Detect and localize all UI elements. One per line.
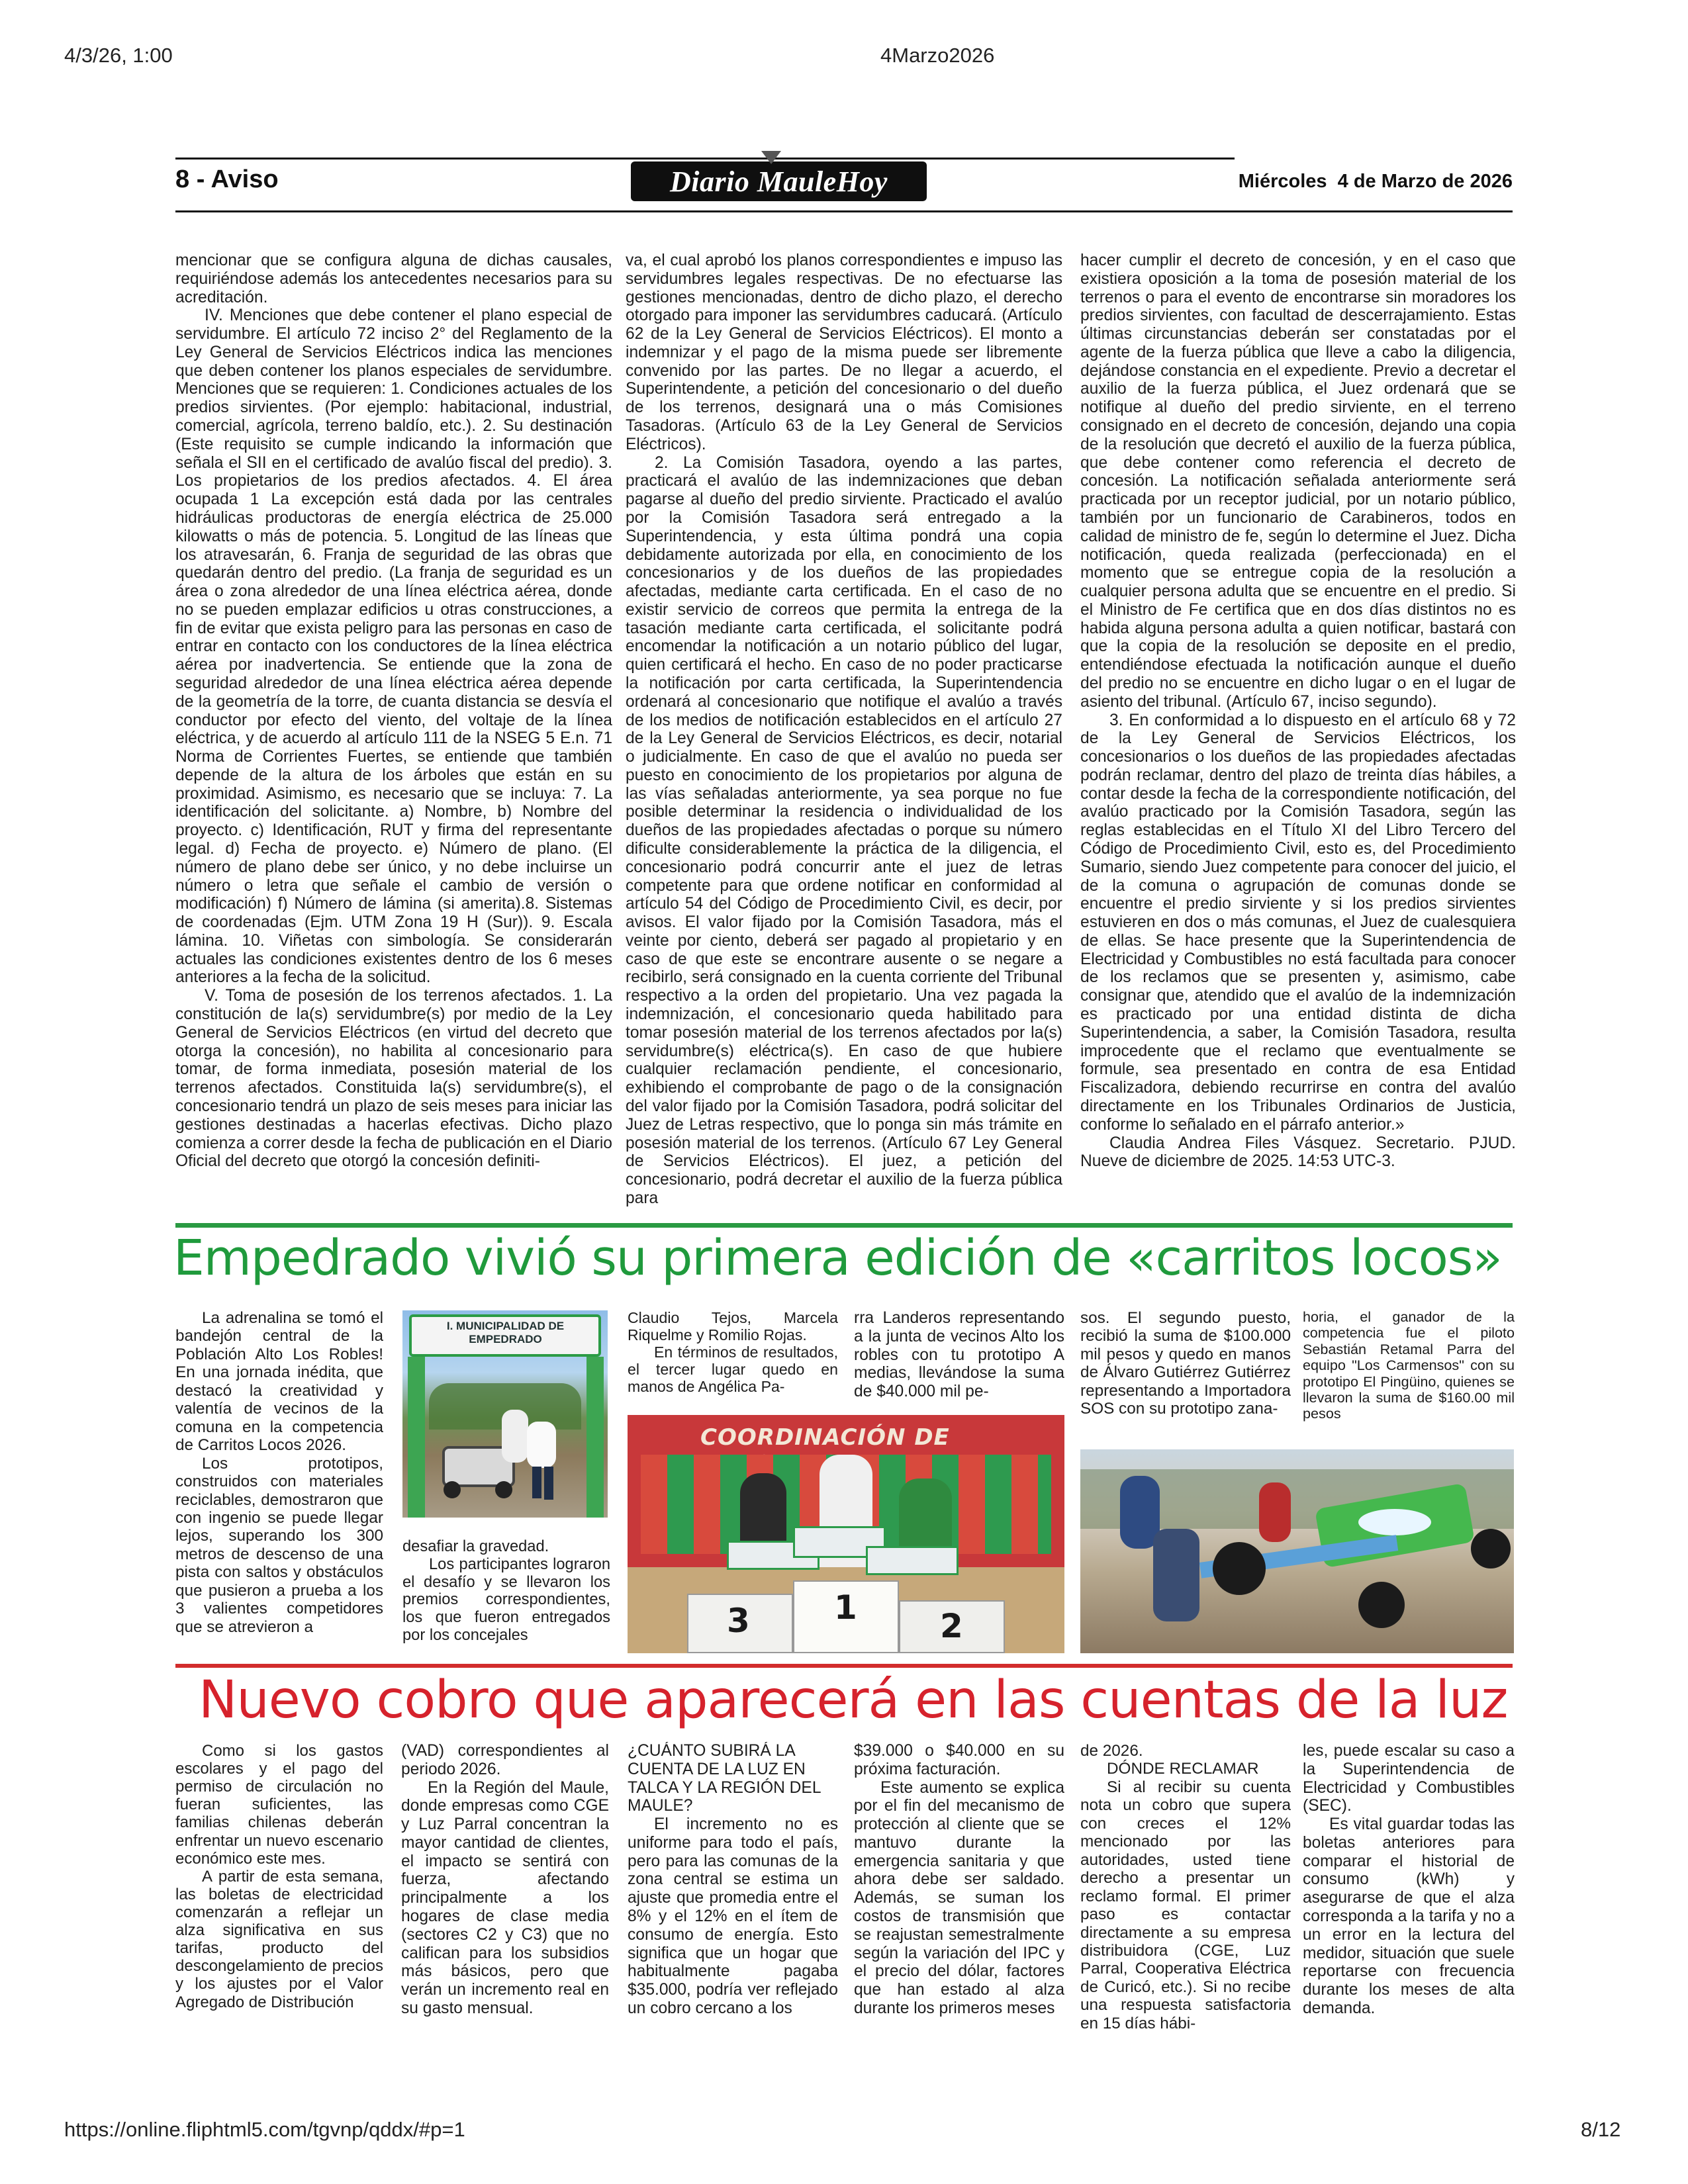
carritos-column-1 (175, 1309, 383, 1653)
print-doc-title: 4Marzo2026 (880, 44, 995, 67)
section-divider-red (175, 1664, 1513, 1668)
luz-paragraph: Si al recibir su cuenta nota un cobro que supera con creces el 12% mencionado por las autoridades, usted tiene derecho a presentar un reclamo formal. El primer paso es contactar directamente a su empresa distribuidora (CGE, Luz Parral, Cooperativa Eléctrica de Curicó, etc.). Si no recibe una respuesta satisfactoria en 15 días hábi- (1080, 1778, 1291, 2032)
carritos-paragraph: desafiar la gravedad. (402, 1538, 549, 1555)
masthead-top-rule (175, 158, 1235, 159)
print-page-counter: 8/12 (1581, 2118, 1621, 2141)
luz-paragraph: (VAD) correspondientes al periodo 2026. (401, 1742, 609, 1778)
luz-paragraph: Como si los gastos escolares y el pago del permiso de circulación no fueran suficientes, las familias chilenas deberán enfrentar un nuevo escenario económico este mes. (175, 1742, 383, 1868)
aviso-signature: Claudia Andrea Files Vásquez. Secretario. PJUD. Nueve de diciembre de 2025. 14:53 UTC-3. (1080, 1134, 1516, 1171)
aviso-column-3 (1080, 251, 1516, 1214)
luz-paragraph: El incremento no es uniforme para todo el país, pero para las comunas de la zona central se estima un ajuste que promedia entre el 8% y el 12% en el ítem de consumo de energía. Esto significa que un hogar que habitualmente pagaba $35.000, podría ver reflejado un cobro cercano a los (628, 1815, 838, 2017)
aviso-paragraph: mencionar que se configura alguna de dichas causales, requiriéndose además los antecedentes necesarios para su acreditación. (175, 251, 612, 306)
carritos-paragraph: horia, el ganador de la competencia fue el piloto Sebastián Retamal Parra del equipo "Los Carmensos" con su prototipo El Pingüino, quienes se llevaron la suma de $160.00 mil pesos (1303, 1309, 1515, 1422)
luz-column-5 (1080, 1742, 1291, 2033)
luz-subheading: ¿CUÁNTO SUBIRÁ LA CUENTA DE LA LUZ EN TALCA Y LA REGIÓN DEL MAULE? (628, 1742, 821, 1815)
aviso-column-1 (175, 251, 612, 1214)
luz-paragraph: $39.000 o $40.000 en su próxima facturación. (854, 1742, 1064, 1778)
carritos-paragraph: En términos de resultados, el tercer lugar quedo en manos de Angélica Pa- (628, 1343, 838, 1396)
podium-second-number: 2 (940, 1607, 963, 1645)
aviso-column-2 (626, 251, 1062, 1214)
carritos-paragraph: rra Landeros representando a la junta de vecinos Alto los robles con tu prototipo A medias, llevándose la suma de $40.000 mil pe- (854, 1309, 1064, 1401)
carritos-headline: Empedrado vivió su primera edición de «carritos locos» (173, 1230, 1502, 1287)
aviso-paragraph: 3. En conformidad a lo dispuesto en el artículo 68 y 72 de la Ley General de Servicios Eléctricos, los concesionarios o los dueños de las propiedades afectadas podrán reclamar, dentro del plazo de treinta días hábiles, a contar desde la fecha de la correspondiente notificación, del avalúo practicado por la Comisión Tasadora, según las reglas establecidas en el Título XI del Libro Tercero del Código de Procedimiento Civil, esto es, del Procedimiento Sumario, siendo Juez competente para conocer del juicio, el de la comuna o agrupación de comunas donde se encuentre el predio sirviente y si los predios sirvientes estuvieren en dos o más comunas, el Juez de cualesquiera de ellas. Se hace presente que la Superintendencia de Electricidad y Combustibles no está facultada para conocer de los reclamos que se presenten y, asimismo, cabe consignar que, atendido que el avalúo de la indemnización es practicado por una entidad distinta de dicha Superintendencia, a saber, la Comisión Tasadora, resulta improcedente que el reclamo que eventualmente se formule, sea presentado en contra de esa Entidad Fiscalizadora, debiendo recurrirse en contra del avalúo directamente en los Tribunales Ordinarios de Justicia, conforme lo señalado en el párrafo anterior.» (1080, 711, 1516, 1134)
carritos-paragraph: sos. El segundo puesto, recibió la suma de $100.000 mil pesos y quedo en manos de Álvaro Gutiérrez Gutiérrez representando a Importadora SOS con su prototipo zana- (1080, 1309, 1291, 1418)
carritos-paragraph: La adrenalina se tomó el bandejón central de la Población Alto Los Robles! En una jornada inédita, que destacó la creatividad y valentía de vecinos de la comuna en la competencia de Carritos Locos 2026. (175, 1309, 383, 1455)
carritos-paragraph: Los participantes lograron el desafío y se llevaron los premios correspondientes, los que fueron entregados por los concejales (402, 1555, 610, 1644)
podium-photo (628, 1415, 1064, 1653)
luz-paragraph: En la Región del Maule, donde empresas como CGE y Luz Parral concentran la mayor cantidad de clientes, el impacto se sentirá con fuerza, afectando principalmente a los hogares de clase media (sectores C2 y C3) que no califican para los subsidios más básicos, pero que verán un incremento real en su gasto mensual. (401, 1778, 609, 2017)
masthead-bottom-rule (175, 210, 1513, 212)
luz-column-2 (401, 1742, 609, 2033)
issue-date: Miércoles 4 de Marzo de 2026 (1238, 171, 1513, 192)
aviso-paragraph: va, el cual aprobó los planos correspondientes e impuso las servidumbres legales respectivas. De no efectuarse las gestiones mencionadas, dentro de dicho plazo, el derecho otorgado para imponer las servidumbres caducará. (Artículo 62 de la Ley General de Servicios Eléctricos). El monto a indemnizar y el pago de la misma puede ser libremente convenido por las partes. De no llegar a acuerdo, el Superintendente, a petición del concesionario o del dueño de los terrenos, designará una o más Comisiones Tasadoras. (Artículo 63 de la Ley General de Servicios Eléctricos). (626, 251, 1062, 453)
carritos-column-5 (1080, 1309, 1291, 1422)
carritos-column-6 (1303, 1309, 1515, 1422)
carritos-column-3 (628, 1309, 838, 1402)
luz-paragraph: A partir de esta semana, las boletas de electricidad comenzarán a reflejar un alza significativa en sus tarifas, producto del descongelamiento de precios y los ajustes por el Valor Agregado de Distribución (175, 1867, 383, 2011)
podium-third-number: 3 (727, 1602, 750, 1640)
section-divider-green (175, 1223, 1513, 1228)
luz-column-6 (1303, 1742, 1515, 2033)
luz-paragraph: de 2026. (1080, 1742, 1143, 1760)
print-url[interactable]: https://online.fliphtml5.com/tgvnp/qddx/#p=1 (64, 2118, 465, 2141)
luz-paragraph: Este aumento se explica por el fin del mecanismo de protección al cliente que se mantuvo durante la emergencia sanitaria y que ahora debe ser saldado. Además, se suman los costos de transmisión que se reajustan semestralmente según la variación del IPC y el precio del dólar, factores que han estado al alza durante los primeros meses (854, 1778, 1064, 2017)
aviso-paragraph: hacer cumplir el decreto de concesión, y en el caso que existiera oposición a la toma de posesión material de los terrenos o para el evento de encontrarse sin moradores los predios sirvientes, con facultad de descerrajamiento. Estas últimas circunstancias deberán ser constatadas por el agente de la fuerza pública que lleve a cabo la diligencia, dejándose constancia en el expediente. Previo a decretar el auxilio de la fuerza pública, el Juez ordenará que se notifique al dueño del predio sirviente, en el terreno consignado en el decreto de concesión, dejando una copia de la resolución que decretó el auxilio de la fuerza pública, que debe contener como referencia el decreto de concesión. La notificación señalada anteriormente será practicada por un receptor judicial, por un notario público, también por un funcionario de Carabineros, todos en calidad de ministro de fe, según lo determine el Juez. Dicha notificación, queda realizada (perfeccionada) en el momento que se entregue copia de la resolución a cualquier persona adulta que se encuentre en el predio. Si el Ministro de Fe certifica que en dos días distintos no es habida alguna persona adulta a quien notificar, bastará con que la copia de la resolución se deposite en el predio, entendiéndose efectuada la notificación aunque el dueño del predio no se encuentre en dicho lugar o en el lugar de asiento del tribunal. (Artículo 67, inciso segundo). (1080, 251, 1516, 711)
aviso-paragraph: 2. La Comisión Tasadora, oyendo a las partes, practicará el avalúo de las indemnizaciones que deban pagarse al dueño del predio sirviente. Practicado el avalúo por la Comisión Tasadora será entregado a la Superintendencia, y esta última pondrá una copia debidamente autorizada por ella, en conocimiento de los concesionarios y de los dueños de las propiedades afectadas, mediante carta certificada. En el caso de no existir servicio de correos que permita la entrega de la tasación mediante carta certificada, el solicitante podrá encomendar la notificación a un notario público del lugar, quien certificará el hecho. En caso de no poder practicarse la notificación por carta certificada, la Superintendencia ordenará al concesionario que notifique el avalúo a través de los medios de notificación establecidos en el artículo 27 de la Ley General de Servicios Eléctricos, es decir, notarial o judicialmente. En caso de que el avalúo no pueda ser puesto en conocimiento de los propietarios por alguna de las vías señaladas anteriormente, ya sea porque no fue posible determinar la residencia o individualidad de los dueños de las propiedades afectadas o porque su número dificulte considerablemente la práctica de la diligencia, el concesionario podrá concurrir ante el juez de letras competente para que ordene notificar en conformidad al artículo 54 del Código de Procedimiento Civil, es decir, por avisos. El valor fijado por la Comisión Tasadora, más el veinte por ciento, deberá ser pagado al propietario y en caso de que este se encontrare ausente o se negare a recibirlo, será consignado en la cuenta corriente del Tribunal respectivo a la orden del propietario. Una vez pagada la indemnización, el concesionario queda habilitado para tomar posesión material de los terrenos afectados por la(s) servidumbre(s) eléctrica(s). En caso de que hubiere cualquier reclamación pendiente, el concesionario, exhibiendo el comprobante de pago o de la consignación del valor fijado por la Comisión Tasadora, podrá solicitar del Juez de Letras respectivo, que lo ponga sin más trámite en posesión material de los terrenos. (Artículo 67 Ley General de Servicios Eléctricos). El juez, a petición del concesionario, podrá decretar el auxilio de la fuerza pública para (626, 453, 1062, 1207)
logo-arrow-icon (761, 151, 781, 165)
carritos-paragraph: Claudio Tejos, Marcela Riquelme y Romilio Rojas. (628, 1309, 838, 1344)
cart-race-photo (1080, 1449, 1514, 1653)
carritos-column-4 (854, 1309, 1064, 1402)
luz-paragraph: Es vital guardar todas las boletas anteriores para comparar el historial de consumo (kWh) y asegurarse de que el alza corresponda a la tarifa y no a un error en la lectura del medidor, situación que suele reportarse con frecuencia durante los meses de alta demanda. (1303, 1815, 1515, 2017)
carritos-column-2 (402, 1538, 610, 1657)
luz-paragraph: les, puede escalar su caso a la Superintendencia de Electricidad y Combustibles (SEC). (1303, 1742, 1515, 1815)
newspaper-logo: Diario MauleHoy (631, 161, 927, 201)
municipality-banner-text: I. MUNICIPALIDAD DE EMPEDRADO (446, 1320, 565, 1345)
podium-first-number: 1 (834, 1588, 857, 1627)
luz-column-1 (175, 1742, 383, 2033)
aviso-paragraph: V. Toma de posesión de los terrenos afectados. 1. La constitución de la(s) servidumbre(s) por medio de la Ley General de Servicios Eléctricos (en virtud del decreto que otorga la concesión), no habilita al concesionario para tomar, de forma inmediata, posesión material de los terrenos afectados. Constituida la(s) servidumbre(s), el concesionario tendrá un plazo de seis meses para iniciar las gestiones destinadas a hacerlas efectivas. Dicho plazo comienza a correr desde la fecha de publicación en el Diario Oficial del decreto que otorgó la concesión definiti- (175, 987, 612, 1171)
print-datetime: 4/3/26, 1:00 (64, 44, 173, 67)
aviso-paragraph: IV. Menciones que debe contener el plano especial de servidumbre. El artículo 72 inciso 2° del Reglamento de la Ley General de Servicios Eléctricos indica las menciones que deben contener los planos especiales de servidumbre. Menciones que se requieren: 1. Condiciones actuales de los predios sirvientes. (Por ejemplo: habitacional, industrial, comercial, agrícola, terreno baldío, etc.). 2. Su destinación (Este requisito se cumple indicando la información que señala el SII en el certificado de avalúo fiscal del predio). 3. Los propietarios de los predios afectados. 4. El área ocupada 1 La excepción está dada por las centrales hidráulicas productoras de energía eléctrica de 25.000 kilowatts o más de potencia. 5. Longitud de las líneas que los atravesarán, 6. Franja de seguridad de las obras que quedarán dentro del predio. (La franja de seguridad es un área o zona alrededor de una línea eléctrica aérea, donde no se pueden emplazar edificios u otras construcciones, a fin de evitar que exista peligro para las personas en caso de entrar en contacto con los conductores de la línea eléctrica aérea por inadvertencia. Se entiende que la zona de seguridad alrededor de una línea eléctrica aérea depende de la geometría de la torre, de cuanta distancia se desvía el conductor por efecto del viento, del voltaje de la línea eléctrica, y de acuerdo al artículo 111 de la NSEG 5 E.n. 71 Norma de Corrientes Fuertes, se entiende que también depende de la altura de los árboles que están en su proximidad. Asimismo, es necesario que se incluya: 7. La identificación del solicitante. a) Nombre, b) Nombre del proyecto. c) Identificación, RUT y firma del representante legal. d) Fecha de proyecto. e) Número de plano. (El número de plano debe ser único, y no debe incluirse un número o letra que señale el cambio de versión o modificación) f) Número de lámina (si amerita).8. Sistemas de coordenadas (Ejm. UTM Zona 19 H (Sur)). 9. Escala lámina. 10. Viñetas con simbología. Se considerarán actuales las condiciones existentes dentro de los 6 meses anteriores a la fecha de la solicitud. (175, 306, 612, 987)
luz-column-4 (854, 1742, 1064, 2033)
page-section-label: 8 - Aviso (175, 165, 279, 193)
luz-column-3 (628, 1742, 838, 2033)
carritos-paragraph: Los prototipos, construidos con materiales reciclables, demostraron que con ingenio se puede llegar lejos, superando los 300 metros de descenso de una pista con saltos y obstáculos que pusieron a prueba a los 3 valientes competidores que se atrevieron a (175, 1454, 383, 1636)
luz-subheading: DÓNDE RECLAMAR (1107, 1760, 1259, 1778)
carritos-start-photo (402, 1310, 608, 1518)
page-number: 8 (175, 165, 190, 193)
section-name: Aviso (211, 165, 279, 193)
sports-banner-text: COORDINACIÓN DE (700, 1424, 950, 1451)
luz-headline: Nuevo cobro que aparecerá en las cuentas de la luz (199, 1670, 1508, 1730)
